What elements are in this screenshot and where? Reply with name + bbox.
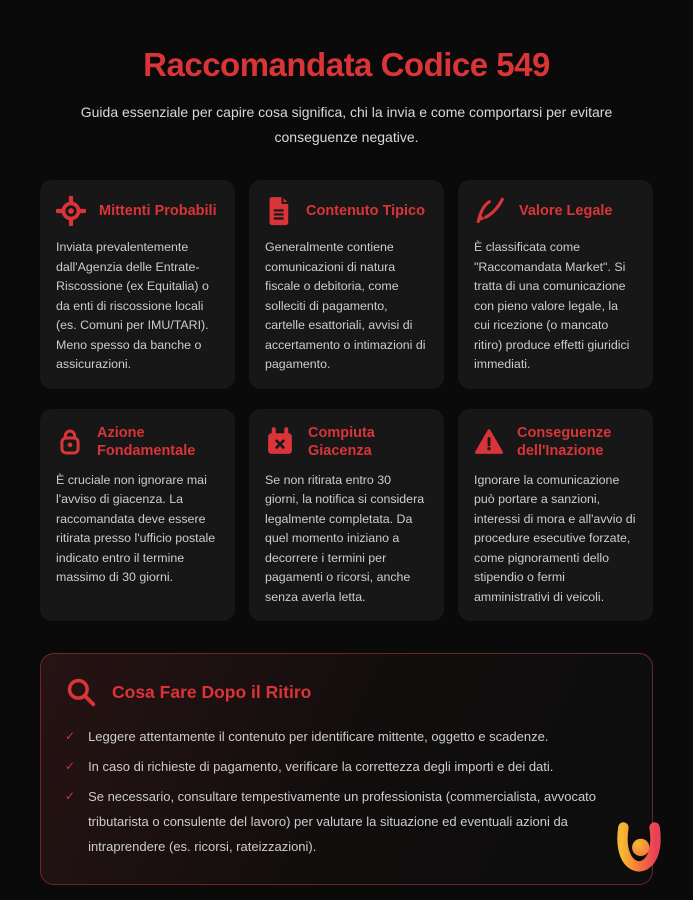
- card-azione-fondamentale: [40, 409, 235, 622]
- card-body: È classificata come "Raccomandata Market". Si tratta di una comunicazione con pieno valore legale, la cui ricezione (o mancato ritiro) produce effetti giuridici immediati.: [474, 240, 630, 371]
- card-header: [56, 195, 219, 227]
- page-title: Raccomandata Codice 549: [143, 46, 550, 83]
- card-valore-legale: [458, 180, 653, 389]
- card-title: Valore Legale: [519, 203, 613, 219]
- action-title: Cosa Fare Dopo il Ritiro: [112, 681, 312, 702]
- card-contenuto-tipico: [249, 180, 444, 389]
- document-icon: [265, 196, 293, 226]
- pen-icon: [474, 196, 506, 226]
- card-header: [265, 195, 428, 227]
- card-grid: [40, 180, 653, 621]
- list-item: [65, 754, 628, 779]
- card-title: Mittenti Probabili: [99, 203, 217, 219]
- warning-icon: [474, 427, 504, 457]
- card-header: [56, 424, 219, 460]
- check-icon: ✓: [65, 729, 76, 743]
- action-list: [65, 724, 628, 859]
- list-item: [65, 724, 628, 749]
- card-conseguenze-inazione: [458, 409, 653, 622]
- list-item-text: Leggere attentamente il contenuto per identificare mittente, oggetto e scadenze.: [88, 729, 549, 744]
- target-icon: [56, 196, 86, 226]
- card-body: Inviata prevalentemente dall'Agenzia delle Entrate-Riscossione (ex Equitalia) o da enti di riscossione locali (es. Comuni per IMU/TARI). Meno spesso da banche o assicurazioni.: [56, 240, 209, 371]
- card-body: Se non ritirata entro 30 giorni, la notifica si considera legalmente completata. Da quel momento iniziano a decorrere i termini per pagamenti o ricorsi, anche senza averla letta.: [265, 472, 425, 604]
- card-body: Ignorare la comunicazione può portare a sanzioni, interessi di mora e all'avvio di procedure esecutive forzate, come pignoramenti dello stipendio o fermi amministrativi di veicoli.: [474, 472, 636, 604]
- check-icon: ✓: [65, 759, 76, 773]
- card-title: Contenuto Tipico: [306, 203, 425, 219]
- card-mittenti-probabili: [40, 180, 235, 389]
- calendar-x-icon: [265, 427, 295, 457]
- list-item-text: Se necessario, consultare tempestivamente un professionista (commercialista, avvocato tributarista o consulente del lavoro) per valutare la situazione ed eventuali azioni da intraprendere (es. ricorsi, rateizzazioni).: [88, 789, 597, 854]
- card-header: [265, 424, 428, 460]
- lock-icon: [56, 427, 84, 457]
- list-item: [65, 784, 628, 859]
- card-title: Conseguenze dell'Inazione: [517, 424, 612, 459]
- card-title: Compiuta Giacenza: [308, 424, 375, 459]
- card-header: [474, 424, 637, 460]
- card-header: [474, 195, 637, 227]
- header: [0, 0, 693, 150]
- card-body: Generalmente contiene comunicazioni di natura fiscale o debitoria, come solleciti di pagamento, cartelle esattoriali, avvisi di accertamento o intimazioni di pagamento.: [265, 240, 426, 371]
- card-title: Azione Fondamentale: [97, 424, 196, 459]
- magnifier-icon: [65, 676, 97, 708]
- check-icon: ✓: [65, 789, 76, 803]
- card-body: È cruciale non ignorare mai l'avviso di giacenza. La raccomandata deve essere ritirata presso l'ufficio postale indicato entro il termine massimo di 30 giorni.: [56, 472, 216, 584]
- page-subtitle: Guida essenziale per capire cosa significa, chi la invia e come comportarsi per evitare conseguenze negative.: [80, 104, 613, 145]
- action-section: [40, 653, 653, 885]
- card-compiuta-giacenza: [249, 409, 444, 622]
- action-header: [65, 676, 628, 708]
- list-item-text: In caso di richieste di pagamento, verificare la correttezza degli importi e dei dati.: [88, 759, 554, 774]
- brand-logo: [613, 820, 665, 880]
